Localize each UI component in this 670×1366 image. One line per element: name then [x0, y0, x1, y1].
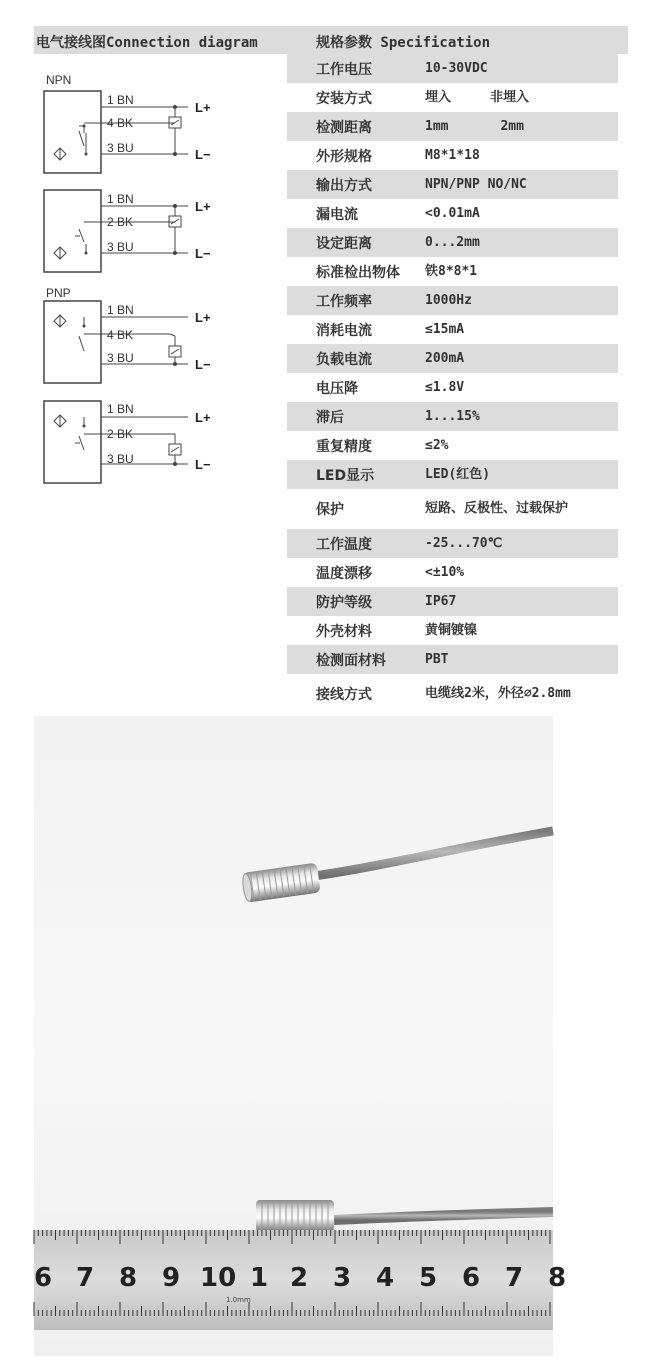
spec-value: 10-30VDC [425, 60, 488, 76]
connection-diagram-title: 电气接线图Connection diagram [36, 35, 258, 51]
spec-label: 电压降 [316, 380, 358, 397]
spec-row [287, 489, 618, 529]
spec-label: 防护等级 [316, 594, 372, 611]
product-photo [34, 716, 567, 1356]
spec-value: IP67 [425, 593, 457, 609]
spec-label: 输出方式 [316, 177, 372, 194]
lower-sensor [256, 1200, 334, 1232]
spec-value: M8*1*18 [425, 147, 480, 163]
spec-label: 外形规格 [316, 148, 372, 165]
d1-wire-bn: 1 BN [107, 93, 134, 107]
spec-value: 电缆线2米，外径∅2.8mm [425, 686, 571, 701]
d2-terminal-plus: L+ [195, 199, 211, 214]
d1-terminal-plus: L+ [195, 100, 211, 115]
ruler-digit: 10 [200, 1263, 237, 1293]
spec-row [287, 431, 618, 460]
spec-label: 滞后 [316, 409, 344, 426]
spec-row [287, 645, 618, 674]
d2-wire-bu: 3 BU [107, 240, 134, 254]
ruler-digit: 9 [162, 1263, 181, 1293]
d1-wire-bk: 4 BK [107, 116, 134, 130]
spec-value: ≤2% [425, 437, 449, 453]
product-photo-svg [34, 716, 567, 1356]
spec-row [287, 315, 618, 344]
d4-terminal-plus: L+ [195, 410, 211, 425]
spec-value: NPN/PNP NO/NC [425, 176, 527, 192]
connection-diagrams [40, 66, 280, 491]
spec-row [287, 83, 618, 112]
sensor-box-3 [44, 301, 101, 383]
spec-value: ≤15mA [425, 321, 465, 337]
ruler-digit: 6 [34, 1263, 53, 1293]
spec-value: 200mA [425, 350, 465, 366]
spec-label: 漏电流 [316, 206, 358, 223]
spec-label: 标准检出物体 [316, 264, 400, 281]
specification-table [287, 54, 618, 714]
spec-value: 黄铜镀镍 [425, 622, 478, 638]
ruler-digit: 8 [119, 1263, 138, 1293]
spec-row [287, 54, 618, 83]
spec-value: 1mm 2mm [425, 118, 524, 134]
spec-row [287, 257, 618, 286]
spec-value: -25...70℃ [425, 535, 503, 551]
sensor-box-4 [44, 401, 101, 483]
spec-label: 接线方式 [316, 687, 372, 703]
spec-row [287, 170, 618, 199]
ruler-digit: 2 [290, 1263, 309, 1293]
ruler-digit: 4 [376, 1263, 395, 1293]
ruler-unit-label: 1.0mm [226, 1296, 251, 1304]
spec-value: 埋入 非埋入 [425, 89, 530, 105]
spec-value: 1000Hz [425, 292, 472, 308]
d2-terminal-minus: L− [195, 246, 211, 261]
spec-row [287, 344, 618, 373]
spec-row [287, 587, 618, 616]
specification-title: 规格参数 Specification [316, 35, 491, 51]
spec-row [287, 228, 618, 257]
spec-value: 短路、反极性、过载保护 [425, 501, 569, 516]
upper-cable [314, 831, 553, 876]
d3-wire-bn: 1 BN [107, 303, 134, 317]
d3-terminal-plus: L+ [195, 310, 211, 325]
ruler-digit: 3 [333, 1263, 352, 1293]
d2-wire-bk: 2 BK [107, 215, 134, 229]
spec-row [287, 558, 618, 587]
spec-row [287, 373, 618, 402]
sensor-box-1 [44, 91, 101, 173]
spec-label: 安装方式 [316, 90, 372, 107]
d1-terminal-minus: L− [195, 147, 211, 162]
d1-wire-bu: 3 BU [107, 141, 134, 155]
d4-wire-bn: 1 BN [107, 402, 134, 416]
d3-wire-bu: 3 BU [107, 351, 134, 365]
spec-value: LED(红色) [425, 466, 491, 482]
ruler-digit: 7 [76, 1263, 95, 1293]
sensor-box-2 [44, 190, 101, 272]
spec-value: <±10% [425, 564, 465, 580]
pnp-label: PNP [46, 286, 71, 300]
spec-label: 重复精度 [316, 438, 372, 455]
d2-wire-bn: 1 BN [107, 192, 134, 206]
spec-label: 工作电压 [316, 61, 372, 78]
spec-row [287, 674, 618, 714]
ruler-digit: 7 [505, 1263, 524, 1293]
ruler-digit: 6 [462, 1263, 481, 1293]
ruler-digit: 1 [250, 1263, 269, 1293]
upper-sensor [241, 863, 320, 903]
spec-label: 消耗电流 [316, 322, 372, 339]
spec-label: 负载电流 [316, 351, 372, 368]
lower-cable [334, 1212, 553, 1220]
spec-row [287, 529, 618, 558]
d3-wire-bk: 4 BK [107, 328, 134, 342]
d4-wire-bk: 2 BK [107, 427, 134, 441]
spec-label: 检测面材料 [316, 652, 386, 669]
spec-row [287, 199, 618, 228]
spec-label: LED显示 [316, 467, 375, 484]
spec-value: 0...2mm [425, 234, 480, 250]
spec-value: <0.01mA [425, 205, 480, 221]
npn-label: NPN [46, 73, 72, 87]
spec-row [287, 402, 618, 431]
spec-label: 工作温度 [316, 536, 372, 553]
spec-value: ≤1.8V [425, 379, 465, 395]
spec-value: PBT [425, 651, 449, 667]
spec-value: 铁8*8*1 [425, 263, 478, 279]
spec-label: 外壳材料 [316, 623, 372, 640]
spec-row [287, 460, 618, 489]
spec-label: 检测距离 [316, 119, 372, 136]
spec-row [287, 141, 618, 170]
spec-row [287, 112, 618, 141]
spec-row [287, 616, 618, 645]
spec-label: 保护 [316, 502, 344, 518]
ruler-digit: 5 [419, 1263, 438, 1293]
spec-value: 1...15% [425, 408, 480, 424]
ruler-digit: 8 [548, 1263, 567, 1293]
spec-label: 工作频率 [316, 293, 372, 310]
d4-terminal-minus: L− [195, 457, 211, 472]
spec-label: 温度漂移 [316, 565, 372, 582]
spec-label: 设定距离 [316, 235, 372, 252]
measuring-ruler [34, 1230, 566, 1330]
spec-row [287, 286, 618, 315]
d3-terminal-minus: L− [195, 357, 211, 372]
d4-wire-bu: 3 BU [107, 452, 134, 466]
